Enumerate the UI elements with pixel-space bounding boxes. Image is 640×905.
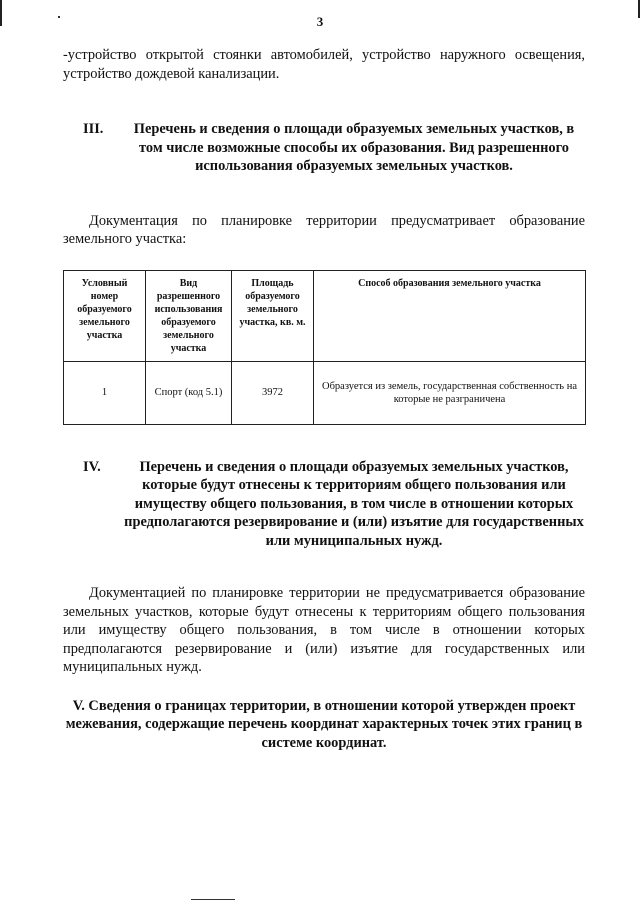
table-header-method: Способ образования земельного участка bbox=[314, 270, 586, 361]
page-number: 3 bbox=[316, 14, 324, 29]
section-4-paragraph: Документацией по планировке территории не предусматривается образование земельных участков, которые будут отнесены к территориям общего пользования или имуществу общего пользования, в том числе в отношении которых предполагаются резервирование и (или) изъятие для государственных или муниципальных нужд. bbox=[63, 585, 585, 675]
scan-bottom-line bbox=[191, 899, 235, 900]
intro-paragraph: -устройство открытой стоянки автомобилей, устройство наружного освещения, устройство дождевой канализации. bbox=[63, 47, 585, 82]
section-3-heading bbox=[83, 120, 585, 176]
section-3-title: Перечень и сведения о площади образуемых земельных участков, в том числе возможные способы их образования. Вид разрешенного использования образуемых земельных участков. bbox=[133, 121, 575, 174]
document-body bbox=[63, 46, 585, 752]
table-header-number: Условный номер образуемого земельного участка bbox=[64, 270, 146, 361]
parcels-table bbox=[63, 270, 586, 425]
table-row bbox=[64, 361, 586, 424]
table-header-usage: Вид разрешенного использования образуемого земельного участка bbox=[146, 270, 232, 361]
section-5-heading: V. Сведения о границах территории, в отношении которой утвержден проект межевания, содержащие перечень координат характерных точек этих границ в системе координат. bbox=[65, 697, 583, 751]
section-4-number: IV. bbox=[83, 458, 101, 475]
table-header-row bbox=[64, 270, 586, 361]
table-cell-area: 3972 bbox=[232, 361, 314, 424]
table-header-area: Площадь образуемого земельного участка, кв. м. bbox=[232, 270, 314, 361]
section-4-title: Перечень и сведения о площади образуемых земельных участков, которые будут отнесены к территориям общего пользования или имуществу общего пользования, в том числе в отношении которых предполагаются резервирование и (или) изъятие для государственных или муниципальных нужд. bbox=[124, 458, 584, 549]
section-4-heading bbox=[83, 458, 585, 551]
section-3-paragraph: Документация по планировке территории предусматривает образование земельного участка: bbox=[63, 212, 585, 247]
table-cell-method: Образуется из земель, государственная собственность на которые не разграничена bbox=[314, 361, 586, 424]
table-cell-number: 1 bbox=[64, 361, 146, 424]
section-3-number: III. bbox=[83, 121, 104, 137]
table-cell-usage: Спорт (код 5.1) bbox=[146, 361, 232, 424]
